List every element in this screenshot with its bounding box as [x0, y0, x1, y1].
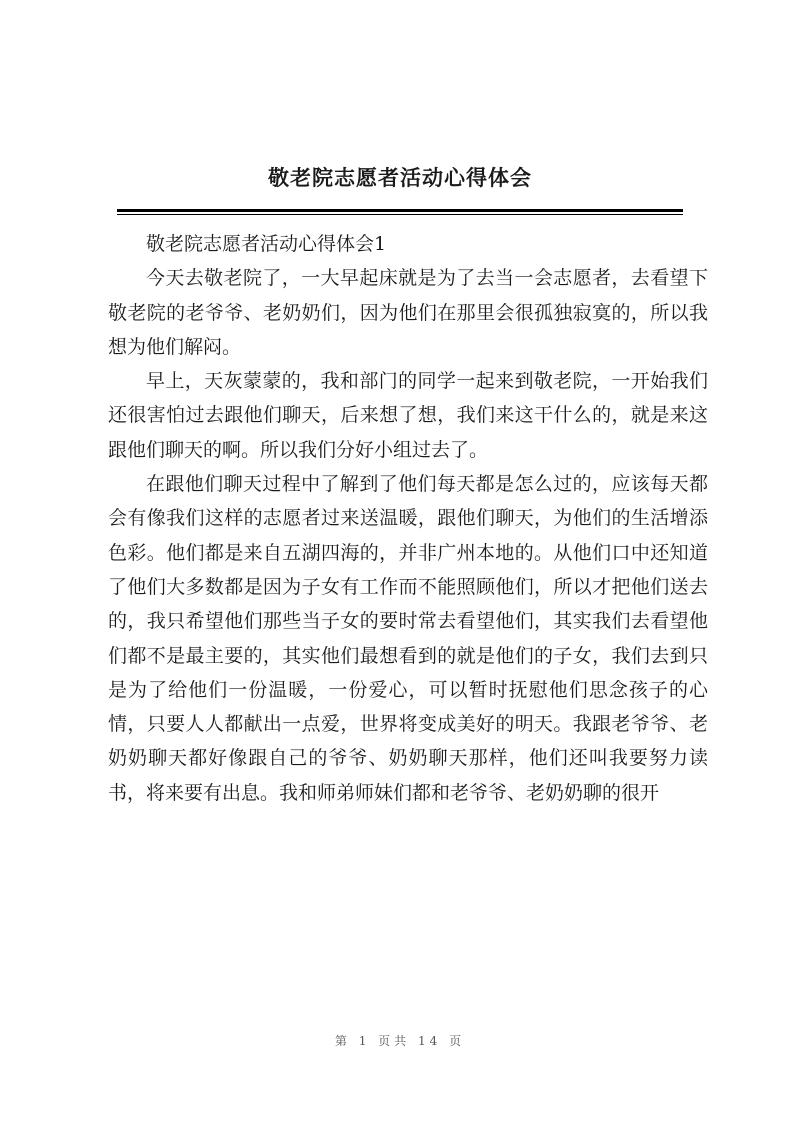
title-divider-thick — [117, 209, 683, 212]
document-body — [108, 227, 708, 810]
page-title: 敬老院志愿者活动心得体会 — [268, 165, 532, 190]
paragraph-1: 今天去敬老院了，一大早起床就是为了去当一会志愿者，去看望下敬老院的老爷爷、老奶奶们，因为他们在那里会很孤独寂寞的，所以我想为他们解闷。 — [108, 267, 708, 358]
section-heading: 敬老院志愿者活动心得体会1 — [146, 233, 387, 255]
title-divider-thin — [117, 214, 683, 215]
paragraph-3: 在跟他们聊天过程中了解到了他们每天都是怎么过的，应该每天都会有像我们这样的志愿者过来送温暖，跟他们聊天，为他们的生活增添色彩。他们都是来自五湖四海的，并非广州本地的。从他们口中还知道了他们大多数都是因为子女有工作而不能照顾他们，所以才把他们送去的，我只希望他们那些当子女的要时常去看望他们，其实我们去看望他们都不是最主要的，其实他们最想看到的就是他们的子女，我们去到只是为了给他们一份温暖，一份爱心，可以暂时抚慰他们思念孩子的心情，只要人人都献出一点爱，世界将变成美好的明天。我跟老爷爷、老奶奶聊天都好像跟自己的爷爷、奶奶聊天那样，他们还叫我要努力读书，将来要有出息。我和师弟师妹们都和老爷爷、老奶奶聊的很开 — [108, 473, 708, 804]
page-number-footer: 第 1 页共 14 页 — [334, 1034, 466, 1048]
paragraph-2: 早上，天灰蒙蒙的，我和部门的同学一起来到敬老院，一开始我们还很害怕过去跟他们聊天，后来想了想，我们来这干什么的，就是来这跟他们聊天的啊。所以我们分好小组过去了。 — [108, 370, 708, 461]
